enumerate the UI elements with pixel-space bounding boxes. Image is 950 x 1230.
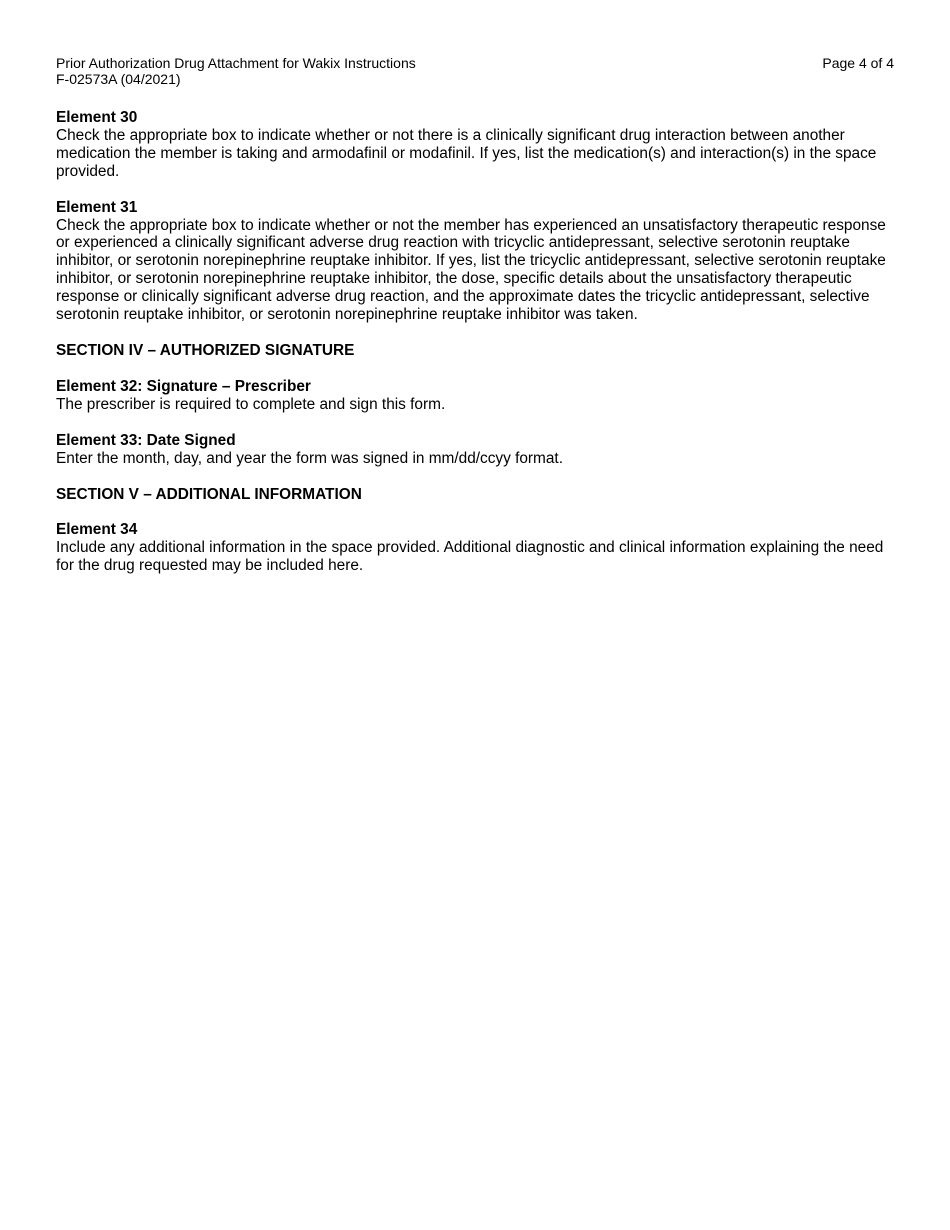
- element-31-heading: Element 31: [56, 198, 138, 216]
- element-33-heading: Element 33: Date Signed: [56, 431, 236, 449]
- section-iv-heading: SECTION IV – AUTHORIZED SIGNATURE: [56, 341, 355, 359]
- form-id: F-02573A (04/2021): [56, 71, 181, 87]
- element-30-block: [56, 109, 894, 181]
- element-31-block: [56, 199, 894, 324]
- element-30-heading: Element 30: [56, 109, 138, 126]
- element-34-heading: Element 34: [56, 521, 138, 539]
- page-number: Page 4 of 4: [822, 55, 894, 71]
- element-33-body: Enter the month, day, and year the form was signed in mm/dd/ccyy format.: [56, 449, 563, 467]
- element-31-body: Check the appropriate box to indicate whether or not the member has experienced an unsatisfactory therapeutic response or experienced a clinically significant adverse drug reaction with tricyclic antidepressant, selective serotonin reuptake inhibitor, or serotonin norepinephrine reuptake inhibitor. If yes, list the tricyclic antidepressant, selective serotonin reuptake inhibitor, or serotonin norepinephrine reuptake inhibitor, the dose, specific details about the unsatisfactory therapeutic response or clinically significant adverse drug reaction, and the approximate dates the tricyclic antidepressant, selective serotonin reuptake inhibitor, or serotonin norepinephrine reuptake inhibitor was taken.: [56, 216, 886, 324]
- element-32-heading: Element 32: Signature – Prescriber: [56, 377, 311, 395]
- element-30-body: Check the appropriate box to indicate whether or not there is a clinically significant drug interaction between another medication the member is taking and armodafinil or modafinil. If yes, list the medication(s) and interaction(s) in the space provided.: [56, 126, 877, 180]
- element-34-body: Include any additional information in the space provided. Additional diagnostic and clinical information explaining the need for the drug requested may be included here.: [56, 539, 884, 575]
- section-v-heading: SECTION V – ADDITIONAL INFORMATION: [56, 485, 362, 503]
- document-title: Prior Authorization Drug Attachment for Wakix Instructions: [56, 55, 416, 71]
- element-33-block: [56, 432, 894, 468]
- element-32-block: [56, 378, 894, 414]
- element-34-block: [56, 521, 894, 575]
- page-header: [56, 55, 894, 87]
- element-32-body: The prescriber is required to complete and sign this form.: [56, 395, 446, 413]
